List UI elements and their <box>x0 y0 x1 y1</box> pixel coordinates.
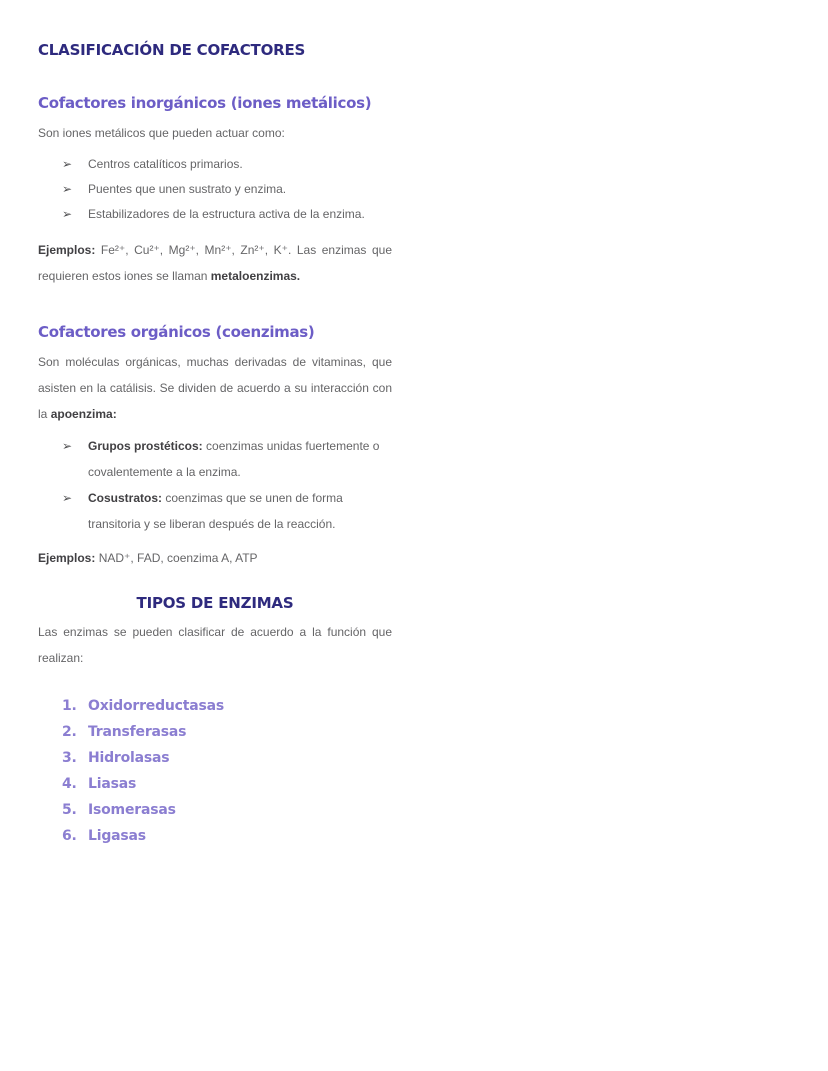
bullet-text: Centros catalíticos primarios. <box>88 157 243 171</box>
examples-text: NAD⁺, FAD, coenzima A, ATP <box>95 551 258 565</box>
inorganic-bullet-list <box>38 152 392 227</box>
bullet-label: Grupos prostéticos: <box>88 439 203 453</box>
examples-label: Ejemplos: <box>38 551 96 565</box>
enzyme-name: Ligasas <box>88 828 146 844</box>
list-item <box>38 797 392 823</box>
list-number: 6. <box>62 828 77 844</box>
enzyme-name: Hidrolasas <box>88 750 170 766</box>
list-item <box>38 202 392 227</box>
enzyme-name: Liasas <box>88 776 137 792</box>
list-item <box>38 177 392 202</box>
bullet-label: Cosustratos: <box>88 491 163 505</box>
list-item <box>38 823 392 849</box>
list-item <box>38 433 392 485</box>
arrow-bullet-icon: ➢ <box>62 491 73 505</box>
organic-examples <box>38 545 392 571</box>
list-item <box>38 485 392 537</box>
examples-label: Ejemplos: <box>38 243 96 257</box>
bullet-text: Puentes que unen sustrato y enzima. <box>88 182 287 196</box>
arrow-bullet-icon: ➢ <box>62 439 73 453</box>
organic-intro-bold-term: apoenzima: <box>50 407 117 421</box>
heading-cofactores-inorganicos: Cofactores inorgánicos (iones metálicos) <box>38 94 372 112</box>
list-number: 5. <box>62 802 77 818</box>
list-item <box>38 719 392 745</box>
list-number: 2. <box>62 724 77 740</box>
heading-tipos-de-enzimas: TIPOS DE ENZIMAS <box>136 594 294 612</box>
enzyme-types-list <box>38 693 392 849</box>
bullet-text: coenzimas unidas fuertemente o covalentemente a la enzima. <box>88 439 380 479</box>
arrow-bullet-icon: ➢ <box>62 207 73 221</box>
arrow-bullet-icon: ➢ <box>62 182 73 196</box>
organic-intro-text: Son moléculas orgánicas, muchas derivadas de vitaminas, que asisten en la catálisis. Se dividen de acuerdo a su interacción con la <box>38 355 392 421</box>
inorganic-examples <box>38 237 392 289</box>
organic-bullet-list <box>38 433 392 537</box>
list-number: 3. <box>62 750 77 766</box>
inorganic-intro: Son iones metálicos que pueden actuar como: <box>38 126 285 140</box>
examples-bold-term: metaloenzimas. <box>210 269 301 283</box>
list-item <box>38 152 392 177</box>
heading-cofactores-organicos: Cofactores orgánicos (coenzimas) <box>38 323 315 341</box>
bullet-text: Estabilizadores de la estructura activa de la enzima. <box>88 207 365 221</box>
enzyme-types-intro: Las enzimas se pueden clasificar de acuerdo a la función que realizan: <box>38 625 392 665</box>
list-item <box>38 771 392 797</box>
enzyme-name: Isomerasas <box>88 802 176 818</box>
arrow-bullet-icon: ➢ <box>62 157 73 171</box>
examples-text: Fe²⁺, Cu²⁺, Mg²⁺, Mn²⁺, Zn²⁺, K⁺. Las enzimas que requieren estos iones se llaman <box>38 243 392 283</box>
bullet-text: coenzimas que se unen de forma transitoria y se liberan después de la reacción. <box>88 491 343 531</box>
enzyme-name: Oxidorreductasas <box>88 698 225 714</box>
list-number: 4. <box>62 776 77 792</box>
list-item <box>38 693 392 719</box>
list-number: 1. <box>62 698 77 714</box>
document-page <box>38 0 392 849</box>
organic-intro <box>38 349 392 427</box>
enzyme-name: Transferasas <box>88 724 187 740</box>
list-item <box>38 745 392 771</box>
page-title: CLASIFICACIÓN DE COFACTORES <box>38 41 306 59</box>
